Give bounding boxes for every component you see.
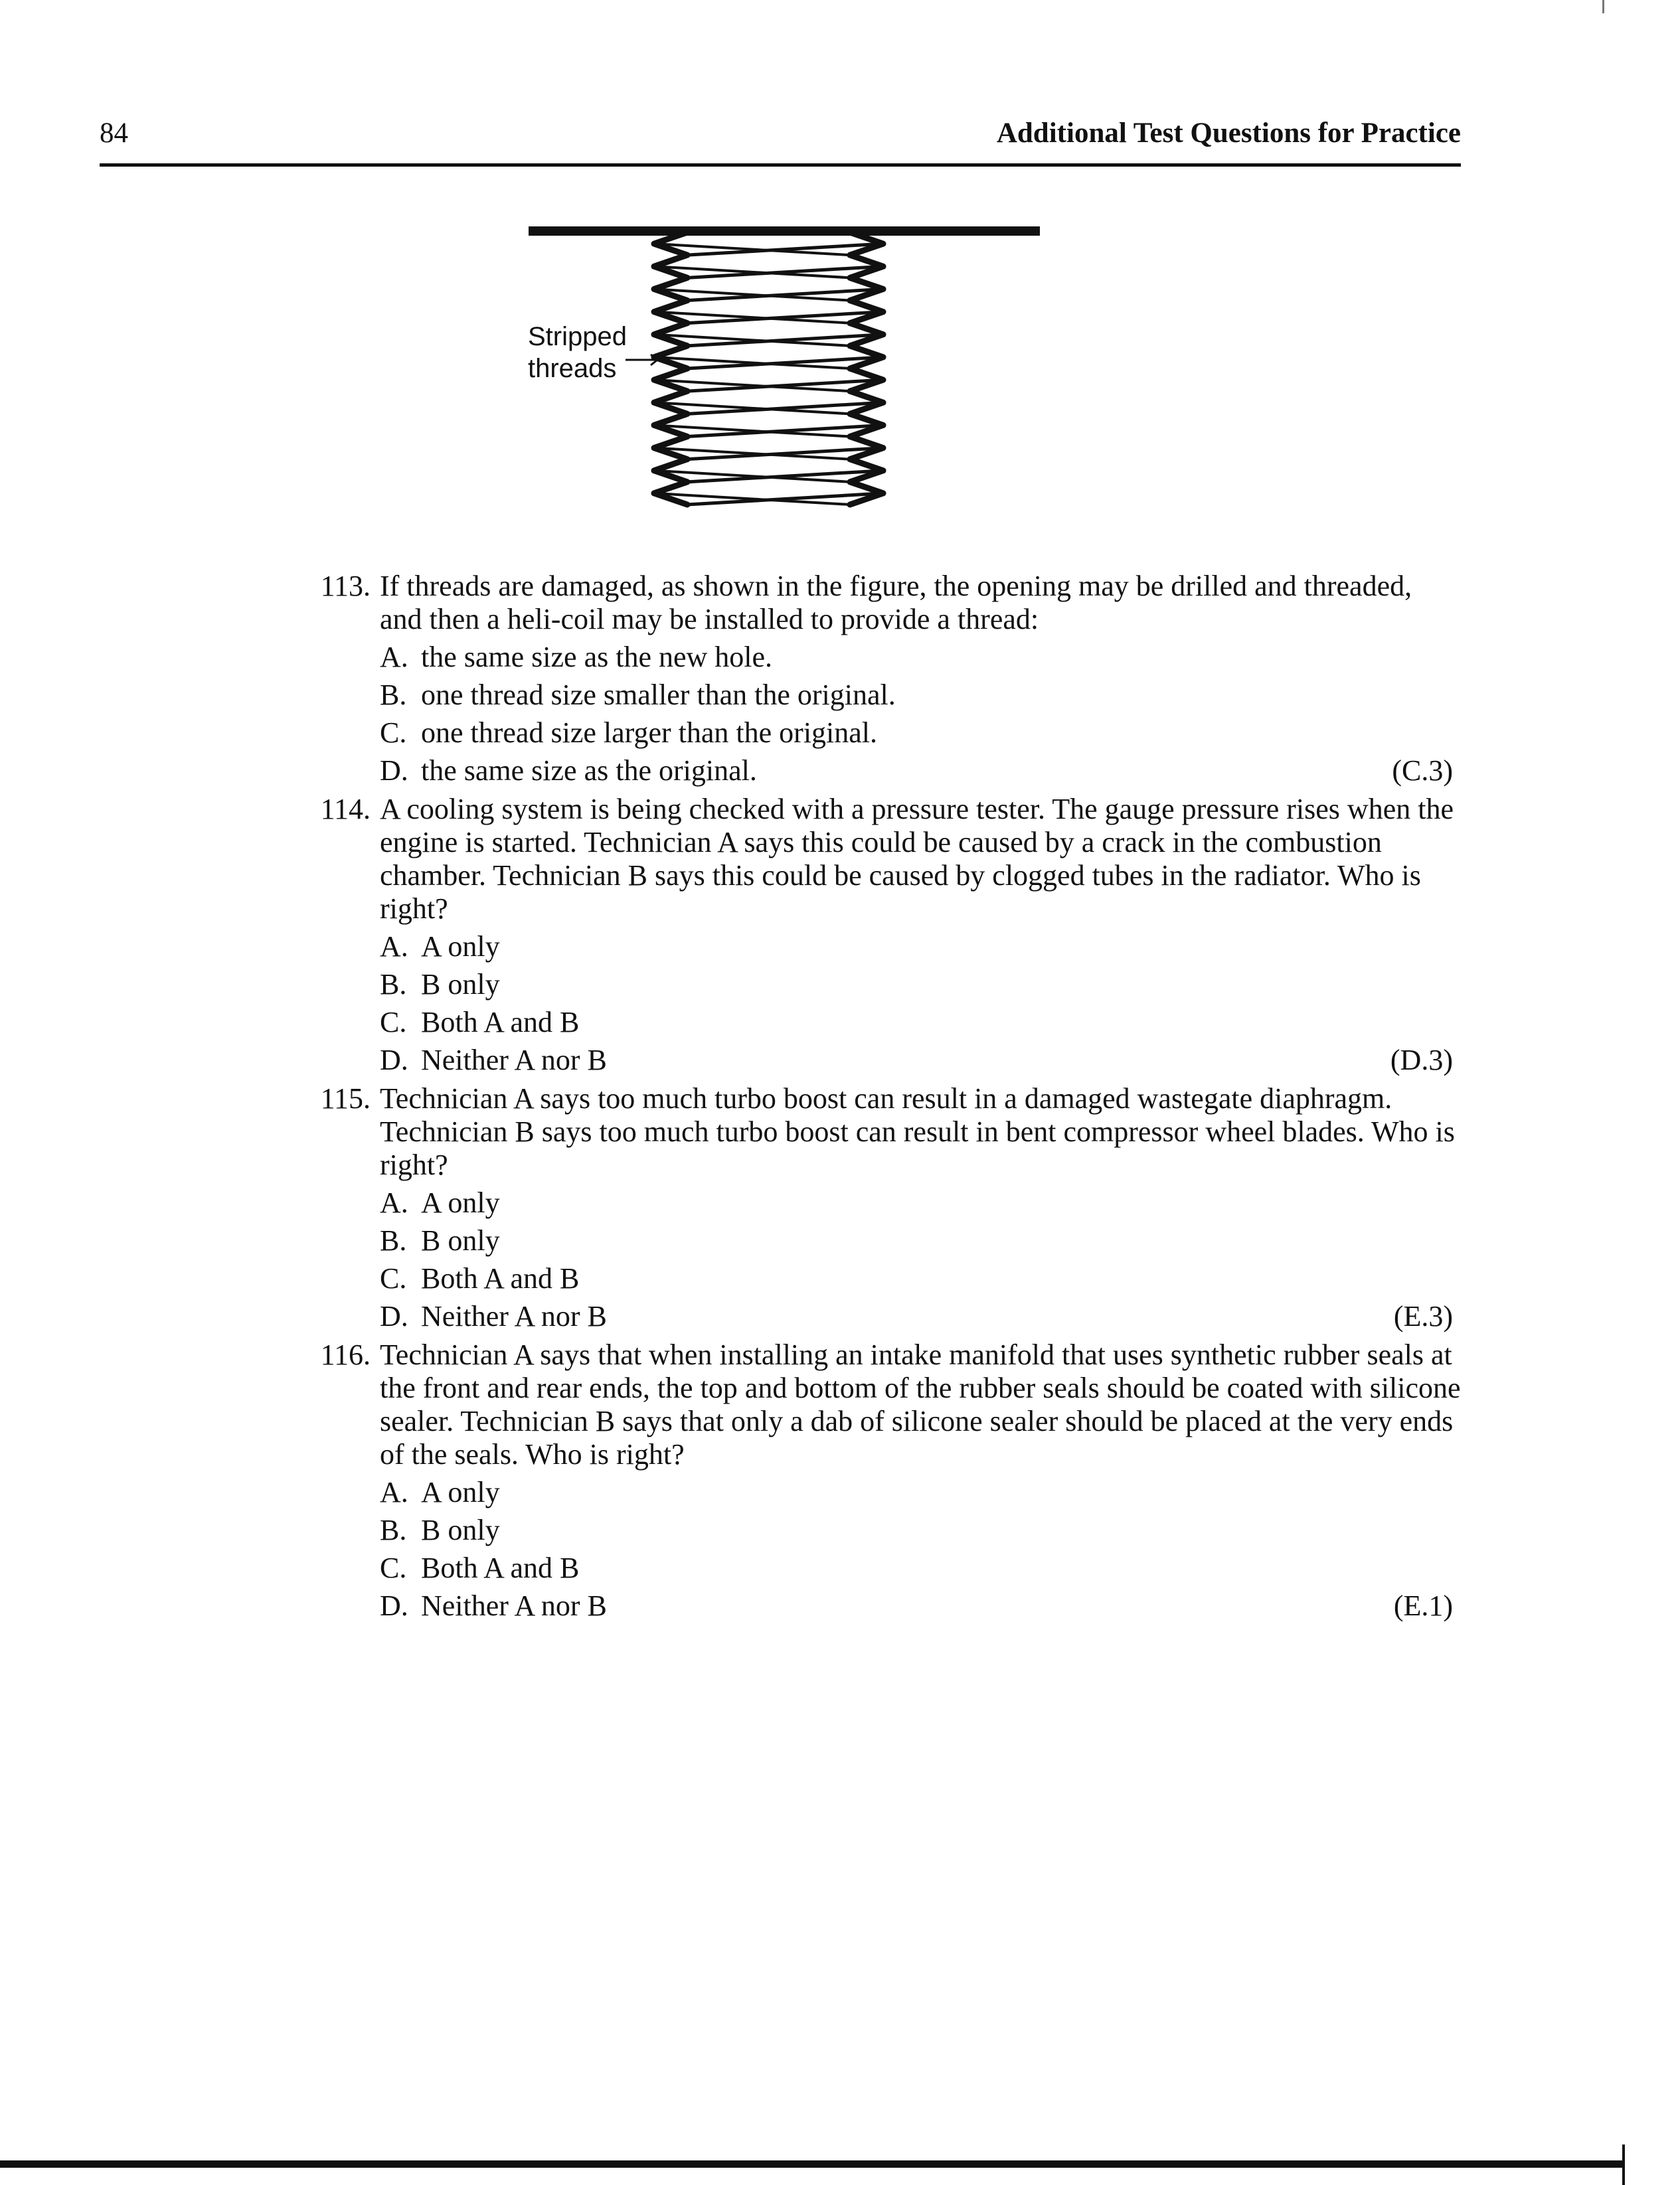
figure-label-stripped: Stripped bbox=[528, 322, 627, 351]
answer-choice bbox=[380, 679, 1461, 712]
scan-edge-mark bbox=[1602, 0, 1604, 13]
choice-text: one thread size larger than the original. bbox=[421, 716, 878, 749]
question-number: 113. bbox=[320, 570, 371, 602]
choice-letter: C. bbox=[380, 716, 407, 749]
question-number: 116. bbox=[320, 1338, 371, 1371]
choice-text: A only bbox=[421, 1476, 500, 1508]
question-number: 115. bbox=[320, 1082, 371, 1115]
choice-text: Both A and B bbox=[421, 1262, 580, 1295]
choice-letter: B. bbox=[380, 1514, 407, 1546]
choice-letter: D. bbox=[380, 1044, 408, 1076]
choice-letter: B. bbox=[380, 968, 407, 1001]
answer-choice bbox=[380, 930, 1461, 963]
choice-letter: B. bbox=[380, 679, 407, 711]
answer-choice bbox=[380, 641, 1461, 674]
arrow-icon bbox=[626, 355, 657, 365]
choice-letter: A. bbox=[380, 930, 408, 963]
answer-choice bbox=[380, 1589, 1461, 1623]
question-item bbox=[292, 793, 1461, 1077]
task-reference: (C.3) bbox=[1392, 754, 1453, 787]
question-stem: Technician A says that when installing an intake manifold that uses synthetic rubber seals at the front and rear ends, the top and bottom of the rubber seals should be coated with silicone sealer. Technician B says that only a dab of silicone sealer should be placed at the very ends of the seals. Who is right? bbox=[380, 1338, 1461, 1471]
choice-letter: A. bbox=[380, 641, 408, 673]
answer-choice bbox=[380, 1514, 1461, 1547]
task-reference: (D.3) bbox=[1390, 1044, 1453, 1076]
bottom-edge-mark bbox=[1622, 2145, 1625, 2185]
choice-letter: C. bbox=[380, 1006, 407, 1038]
choice-letter: C. bbox=[380, 1262, 407, 1295]
page-number: 84 bbox=[100, 118, 128, 149]
task-reference: (E.1) bbox=[1393, 1589, 1453, 1622]
answer-choice bbox=[380, 1044, 1461, 1077]
choice-text: Neither A nor B bbox=[421, 1300, 607, 1333]
choice-text: one thread size smaller than the original. bbox=[421, 679, 896, 711]
task-reference: (E.3) bbox=[1393, 1300, 1453, 1333]
choice-text: Neither A nor B bbox=[421, 1044, 607, 1076]
running-head: Additional Test Questions for Practice bbox=[996, 118, 1461, 149]
choice-letter: A. bbox=[380, 1476, 408, 1508]
bottom-rule bbox=[0, 2160, 1624, 2168]
choice-letter: C. bbox=[380, 1552, 407, 1584]
choice-text: B only bbox=[421, 1514, 500, 1546]
choice-text: A only bbox=[421, 1186, 500, 1219]
question-item bbox=[292, 1338, 1461, 1623]
choice-text: Neither A nor B bbox=[421, 1589, 607, 1622]
choice-letter: D. bbox=[380, 1589, 408, 1622]
choice-text: A only bbox=[421, 930, 500, 963]
question-stem: If threads are damaged, as shown in the figure, the opening may be drilled and threaded, and then a heli-coil may be installed to provide a thread: bbox=[380, 570, 1412, 635]
answer-choice bbox=[380, 1186, 1461, 1220]
choice-text: the same size as the original. bbox=[421, 754, 757, 787]
choice-letter: B. bbox=[380, 1224, 407, 1257]
answer-choice bbox=[380, 1300, 1461, 1333]
choice-text: Both A and B bbox=[421, 1552, 580, 1584]
answer-choice bbox=[380, 968, 1461, 1001]
answer-choice bbox=[380, 716, 1461, 750]
header-rule bbox=[100, 163, 1461, 167]
choice-text: B only bbox=[421, 1224, 500, 1257]
answer-choice bbox=[380, 1224, 1461, 1257]
stripped-threads-figure bbox=[518, 212, 1049, 511]
choice-text: the same size as the new hole. bbox=[421, 641, 773, 673]
question-list bbox=[292, 570, 1461, 1628]
question-number: 114. bbox=[320, 793, 371, 825]
answer-choice bbox=[380, 754, 1461, 787]
choice-letter: A. bbox=[380, 1186, 408, 1219]
question-stem: Technician A says too much turbo boost can result in a damaged wastegate diaphragm. Technician B says too much turbo boost can result in bent compressor wheel blades. Who is right? bbox=[380, 1082, 1455, 1181]
question-stem: A cooling system is being checked with a pressure tester. The gauge pressure rises when the engine is started. Technician A says this could be caused by a crack in the combustion chamber. Technician B says this could be caused by clogged tubes in the radiator. Who is right? bbox=[380, 793, 1454, 925]
choice-letter: D. bbox=[380, 754, 408, 787]
answer-choice bbox=[380, 1552, 1461, 1585]
choice-text: Both A and B bbox=[421, 1006, 580, 1038]
question-item bbox=[292, 1082, 1461, 1333]
choice-letter: D. bbox=[380, 1300, 408, 1333]
figure-label-threads: threads bbox=[528, 354, 617, 383]
answer-choice bbox=[380, 1476, 1461, 1509]
answer-choice bbox=[380, 1262, 1461, 1295]
thread-profile bbox=[654, 232, 883, 505]
choice-text: B only bbox=[421, 968, 500, 1001]
question-item bbox=[292, 570, 1461, 787]
answer-choice bbox=[380, 1006, 1461, 1039]
